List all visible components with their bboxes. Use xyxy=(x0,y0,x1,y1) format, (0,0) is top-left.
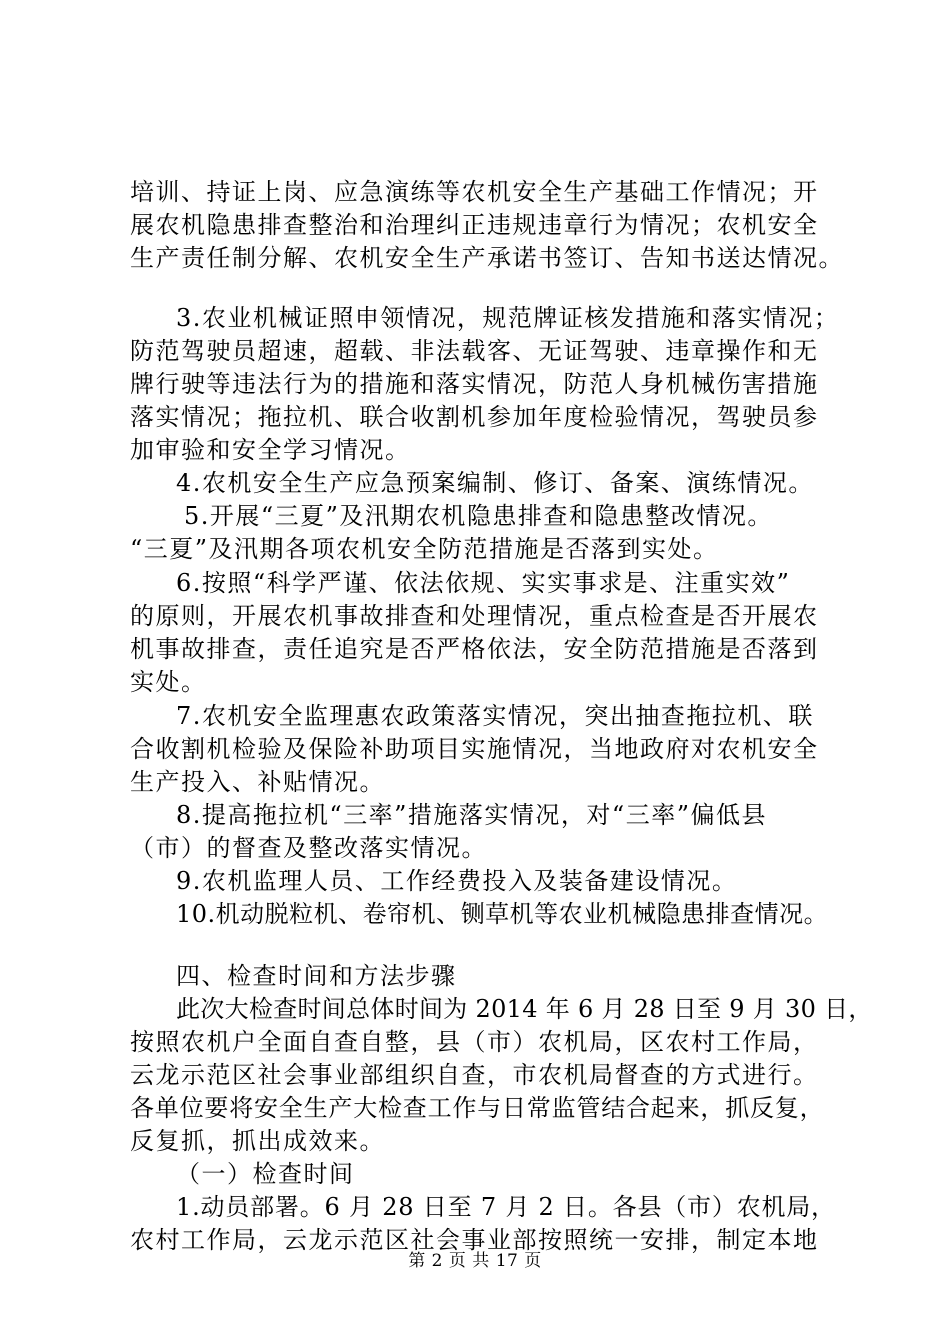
text-line: 1.动员部署。6 月 28 日至 7 月 2 日。各县（市）农机局， xyxy=(176,1193,836,1221)
text-line: 10.机动脱粒机、卷帘机、铡草机等农业机械隐患排查情况。 xyxy=(176,900,829,928)
text-line: 7.农机安全监理惠农政策落实情况，突出抽查拖拉机、联 xyxy=(176,702,814,730)
text-line: 按照农机户全面自查自整，县（市）农机局，区农村工作局， xyxy=(130,1028,819,1056)
text-line: 生产投入、补贴情况。 xyxy=(130,768,385,796)
page-footer: 第 2 页 共 17 页 xyxy=(408,1251,542,1271)
text-line: 3.农业机械证照申领情况，规范牌证核发措施和落实情况； xyxy=(176,304,840,332)
text-line: 的原则，开展农机事故排查和处理情况，重点检查是否开展农 xyxy=(130,602,819,630)
text-line: 各单位要将安全生产大检查工作与日常监管结合起来，抓反复， xyxy=(130,1094,825,1122)
text-line: 农村工作局，云龙示范区社会事业部按照统一安排，制定本地 xyxy=(130,1226,819,1254)
subsection-heading: （一）检查时间 xyxy=(176,1160,355,1188)
text-line: 9.农机监理人员、工作经费投入及装备建设情况。 xyxy=(176,867,738,895)
text-line: 8.提高拖拉机“三率”措施落实情况，对“三率”偏低县 xyxy=(176,801,767,829)
text-line: 6.按照“科学严谨、依法依规、实实事求是、注重实效” xyxy=(176,569,791,597)
section-heading: 四、检查时间和方法步骤 xyxy=(176,962,457,990)
text-line: 展农机隐患排查整治和治理纠正违规违章行为情况；农机安全 xyxy=(130,211,819,239)
text-line: 加审验和安全学习情况。 xyxy=(130,436,411,464)
text-line: 牌行驶等违法行为的措施和落实情况，防范人身机械伤害措施 xyxy=(130,370,819,398)
text-line: 落实情况；拖拉机、联合收割机参加年度检验情况，驾驶员参 xyxy=(130,403,819,431)
text-line: 此次大检查时间总体时间为 2014 年 6 月 28 日至 9 月 30 日， xyxy=(176,995,873,1023)
text-line: 生产责任制分解、农机安全生产承诺书签订、告知书送达情况。 xyxy=(130,244,844,272)
text-line: 云龙示范区社会事业部组织自查，市农机局督查的方式进行。 xyxy=(130,1061,819,1089)
text-line: 培训、持证上岗、应急演练等农机安全生产基础工作情况；开 xyxy=(130,178,819,206)
text-line: 防范驾驶员超速，超载、非法载客、无证驾驶、违章操作和无 xyxy=(130,337,819,365)
text-line: 实处。 xyxy=(130,668,207,696)
text-line: 反复抓，抓出成效来。 xyxy=(130,1127,385,1155)
text-line: （市）的督查及整改落实情况。 xyxy=(130,834,487,862)
text-line: 5.开展“三夏”及汛期农机隐患排查和隐患整改情况。 xyxy=(184,502,773,530)
text-line: 机事故排查，责任追究是否严格依法，安全防范措施是否落到 xyxy=(130,635,819,663)
text-line: “三夏”及汛期各项农机安全防范措施是否落到实处。 xyxy=(130,535,719,563)
text-line: 4.农机安全生产应急预案编制、修订、备案、演练情况。 xyxy=(176,469,814,497)
text-line: 合收割机检验及保险补助项目实施情况，当地政府对农机安全 xyxy=(130,735,819,763)
